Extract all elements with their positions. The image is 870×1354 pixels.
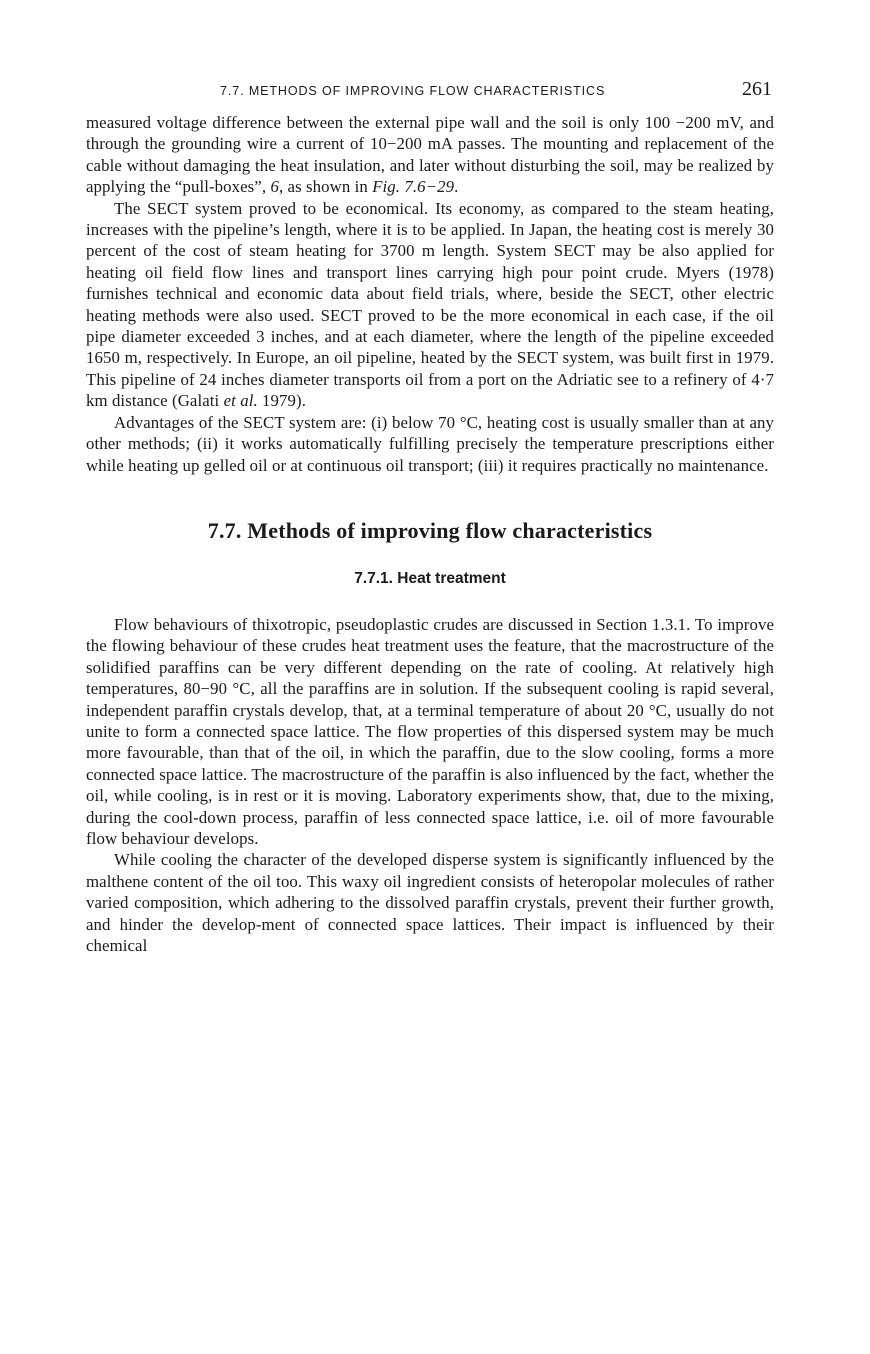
running-title: 7.7. METHODS OF IMPROVING FLOW CHARACTERISTICS [220, 84, 606, 98]
paragraph: Advantages of the SECT system are: (i) below 70 °C, heating cost is usually smaller than at any other methods; (ii) it works automatically fulfilling precisely the temperature prescriptions either while heating up gelled oil or at continuous oil transport; (iii) it requires practically no maintenance. [86, 412, 774, 475]
paragraph-text: 1979). [257, 391, 307, 411]
paragraph: Flow behaviours of thixotropic, pseudoplastic crudes are discussed in Section 1.3.1. To improve the flowing behaviour of these crudes heat treatment uses the feature, that the macrostructure of the solidified paraffins can be very different depending on the rate of cooling. At relatively high temperatures, 80−90 °C, all the paraffins are in solution. If the subsequent cooling is rapid several, independent paraffin crystals develop, that, at a terminal temperature of about 20 °C, usually do not unite to form a connected space lattice. The flow properties of this dispersed system may be much more favourable, than that of the oil, in which the paraffin, due to the slow cooling, forms a more connected space lattice. The macrostructure of the paraffin is also influenced by the fact, whether the oil, while cooling, is in rest or it is moving. Laboratory experiments show, that, due to the mixing, during the cool-down process, paraffin of less connected space lattice, i.e. oil of more favourable flow behaviour develops. [86, 614, 774, 848]
citation-etal: et al. [223, 391, 258, 411]
section-heading: 7.7. Methods of improving flow characteristics [207, 517, 653, 543]
body-text-top [86, 112, 774, 476]
paragraph [86, 112, 774, 198]
figure-ref: Fig. 7.6−29 [372, 177, 455, 197]
body-text-bottom [86, 614, 774, 957]
paragraph: While cooling the character of the developed disperse system is significantly influenced by the malthene content of the oil too. This waxy oil ingredient consists of heteropolar molecules of rather varied composition, which adhering to the dissolved paraffin crystals, prevent their further growth, and hinder the develop-ment of connected space lattices. Their impact is influenced by their chemical [86, 850, 774, 955]
running-header [86, 74, 774, 106]
paragraph-text: The SECT system proved to be economical. Its economy, as compared to the steam heating, increases with the pipeline’s length, where it is to be applied. In Japan, the heating cost is merely 30 percent of the cost of steam heating for 3700 m length. System SECT may be also applied for heating oil field flow lines and transport lines carrying high pour point crude. Myers (1978) furnishes technical and economic data about field trials, where, beside the SECT, other electric heating methods were also used. SECT proved to be the more economical in each case, if the oil pipe diameter exceeded 3 inches, and at each diameter, where the length of the pipeline exceeded 1650 m, respectively. In Europe, an oil pipeline, heated by the SECT system, was built first in 1979. This pipeline of 24 inches diameter transports oil from a port on the Adriatic see to a refinery of 4·7 km distance (Galati [86, 198, 774, 411]
book-page [86, 74, 774, 956]
page-number: 261 [742, 78, 772, 100]
paragraph-text: . [454, 177, 459, 197]
paragraph [86, 198, 774, 412]
paragraph-text: measured voltage difference between the external pipe wall and the soil is only 100 −200 mV, and through the grounding wire a current of 10−200 mA passes. The mounting and replacement of the cable without damaging the heat insulation, and later without disturbing the soil, may be realized by applying the “pull-boxes”, [86, 113, 774, 197]
figure-item-ref: 6 [270, 177, 279, 197]
paragraph-text: , as shown in [278, 177, 373, 197]
subsection-heading: 7.7.1. Heat treatment [354, 569, 506, 587]
